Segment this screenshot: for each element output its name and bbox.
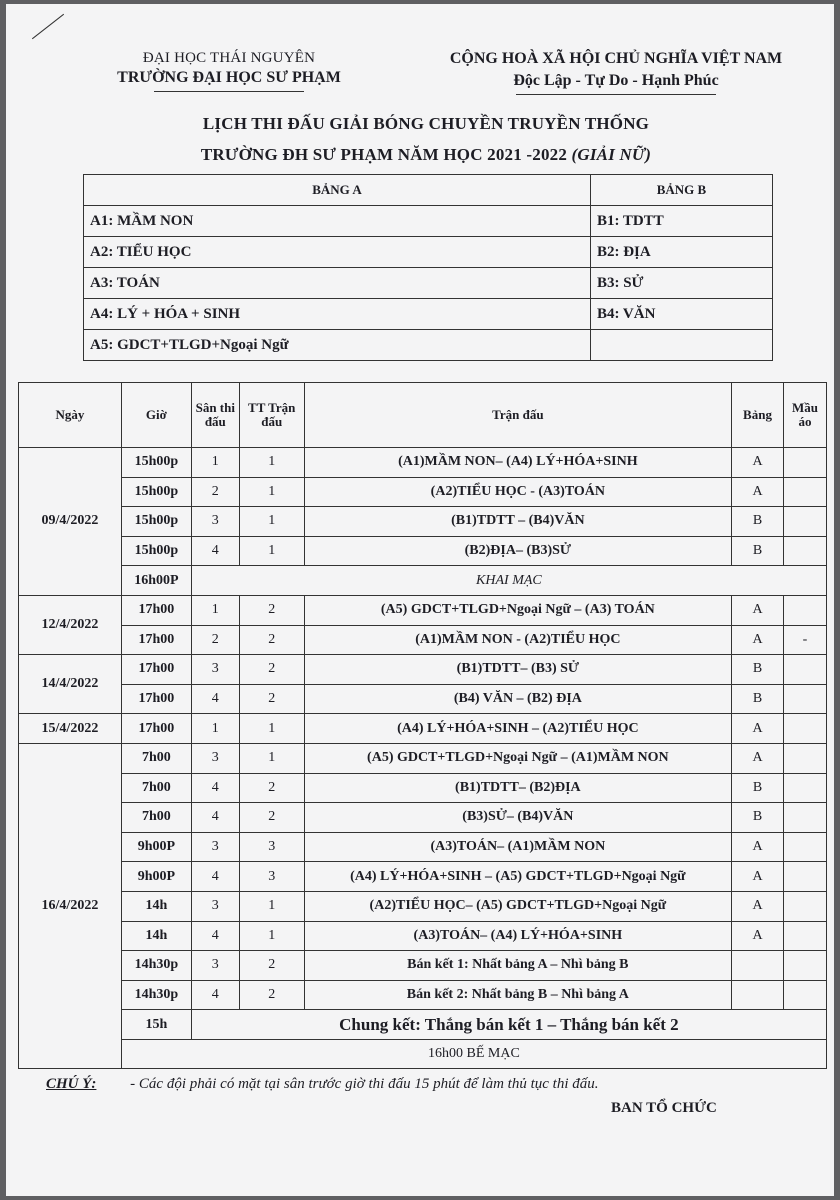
color-cell bbox=[783, 477, 826, 507]
group-a-team: A5: GDCT+TLGD+Ngoại Ngữ bbox=[84, 330, 591, 361]
order-cell: 2 bbox=[239, 773, 304, 803]
order-cell: 2 bbox=[239, 684, 304, 714]
table-row bbox=[19, 832, 827, 862]
time-cell: 15h00p bbox=[121, 507, 191, 537]
university-name: ĐẠI HỌC THÁI NGUYÊN bbox=[142, 50, 316, 66]
time-cell: 17h00 bbox=[121, 595, 191, 625]
group-cell: A bbox=[732, 595, 784, 625]
court-cell: 4 bbox=[191, 803, 239, 833]
match-cell: (A2)TIỂU HỌC– (A5) GDCT+TLGD+Ngoại Ngữ bbox=[304, 891, 731, 921]
note bbox=[46, 1076, 599, 1093]
table-row bbox=[19, 773, 827, 803]
time-cell: 7h00 bbox=[121, 803, 191, 833]
group-row bbox=[84, 206, 773, 237]
group-row bbox=[84, 268, 773, 299]
table-row bbox=[19, 625, 827, 655]
match-cell: (B2)ĐỊA– (B3)SỬ bbox=[304, 536, 731, 566]
color-cell bbox=[783, 921, 826, 951]
group-b-team: B2: ĐỊA bbox=[590, 237, 772, 268]
court-cell: 3 bbox=[191, 832, 239, 862]
table-row bbox=[19, 477, 827, 507]
national-header bbox=[411, 50, 821, 95]
time-cell: 17h00 bbox=[121, 625, 191, 655]
court-cell: 3 bbox=[191, 507, 239, 537]
table-row bbox=[19, 951, 827, 981]
table-row bbox=[19, 684, 827, 714]
school-name: TRƯỜNG ĐẠI HỌC SƯ PHẠM bbox=[117, 69, 341, 86]
court-cell: 3 bbox=[191, 891, 239, 921]
col-shirt-color: Mầu áo bbox=[783, 383, 826, 448]
order-cell: 1 bbox=[239, 477, 304, 507]
country-name: CỘNG HOÀ XÃ HỘI CHỦ NGHĨA VIỆT NAM bbox=[449, 50, 783, 67]
group-b-team: B4: VĂN bbox=[590, 299, 772, 330]
table-row bbox=[19, 1010, 827, 1040]
group-a-header: BẢNG A bbox=[84, 175, 591, 206]
time-cell: 17h00 bbox=[121, 655, 191, 685]
color-cell bbox=[783, 536, 826, 566]
note-label: CHÚ Ý: bbox=[46, 1076, 97, 1092]
col-date: Ngày bbox=[19, 383, 122, 448]
order-cell: 2 bbox=[239, 655, 304, 685]
opening-ceremony-cell: KHAI MẠC bbox=[191, 566, 826, 596]
order-cell: 2 bbox=[239, 980, 304, 1010]
color-cell bbox=[783, 803, 826, 833]
group-cell: B bbox=[732, 655, 784, 685]
order-cell: 3 bbox=[239, 832, 304, 862]
table-row bbox=[19, 891, 827, 921]
time-cell: 17h00 bbox=[121, 714, 191, 744]
match-cell: (B4) VĂN – (B2) ĐỊA bbox=[304, 684, 731, 714]
group-a-team: A1: MẦM NON bbox=[84, 206, 591, 237]
group-a-team: A3: TOÁN bbox=[84, 268, 591, 299]
col-time: Giờ bbox=[121, 383, 191, 448]
subtitle-text: TRƯỜNG ĐH SƯ PHẠM NĂM HỌC 2021 -2022 bbox=[200, 145, 568, 164]
match-cell: Bán kết 2: Nhất bảng B – Nhì bảng A bbox=[304, 980, 731, 1010]
match-cell: (A4) LÝ+HÓA+SINH – (A5) GDCT+TLGD+Ngoại Ngữ bbox=[304, 862, 731, 892]
group-cell: B bbox=[732, 684, 784, 714]
order-cell: 1 bbox=[239, 891, 304, 921]
header-underline bbox=[154, 91, 304, 92]
final-match-cell: Chung kết: Thắng bán kết 1 – Thắng bán kết 2 bbox=[191, 1010, 826, 1040]
match-cell: (B1)TDTT – (B4)VĂN bbox=[304, 507, 731, 537]
time-cell: 17h00 bbox=[121, 684, 191, 714]
order-cell: 2 bbox=[239, 951, 304, 981]
subtitle-category: (GIẢI NỮ) bbox=[571, 145, 652, 164]
match-cell: (A3)TOÁN– (A4) LÝ+HÓA+SINH bbox=[304, 921, 731, 951]
group-cell: A bbox=[732, 891, 784, 921]
schedule-table bbox=[18, 382, 827, 1069]
color-cell bbox=[783, 773, 826, 803]
color-cell bbox=[783, 655, 826, 685]
match-cell: (B1)TDTT– (B2)ĐỊA bbox=[304, 773, 731, 803]
date-cell: 15/4/2022 bbox=[19, 714, 122, 744]
color-cell bbox=[783, 951, 826, 981]
date-cell: 14/4/2022 bbox=[19, 655, 122, 714]
court-cell: 2 bbox=[191, 477, 239, 507]
court-cell: 2 bbox=[191, 625, 239, 655]
page-fold-mark bbox=[32, 14, 64, 39]
match-cell: (B3)SỬ– (B4)VĂN bbox=[304, 803, 731, 833]
groups-table bbox=[83, 174, 773, 361]
court-cell: 4 bbox=[191, 921, 239, 951]
match-cell: (A5) GDCT+TLGD+Ngoại Ngữ – (A1)MẦM NON bbox=[304, 743, 731, 773]
time-cell: 14h30p bbox=[121, 980, 191, 1010]
color-cell bbox=[783, 595, 826, 625]
group-b-team bbox=[590, 330, 772, 361]
match-cell: (A4) LÝ+HÓA+SINH – (A2)TIỂU HỌC bbox=[304, 714, 731, 744]
time-cell: 15h bbox=[121, 1010, 191, 1040]
time-cell: 15h00p bbox=[121, 536, 191, 566]
col-court: Sân thi đấu bbox=[191, 383, 239, 448]
table-row bbox=[19, 1039, 827, 1069]
document-subtitle bbox=[106, 145, 746, 165]
group-cell: A bbox=[732, 743, 784, 773]
order-cell: 3 bbox=[239, 862, 304, 892]
color-cell bbox=[783, 507, 826, 537]
table-row bbox=[19, 803, 827, 833]
group-cell: B bbox=[732, 773, 784, 803]
table-row bbox=[19, 507, 827, 537]
group-b-header: BẢNG B bbox=[590, 175, 772, 206]
group-cell: A bbox=[732, 448, 784, 478]
time-cell: 14h bbox=[121, 891, 191, 921]
document-title: LỊCH THI ĐẤU GIẢI BÓNG CHUYỀN TRUYỀN THỐNG bbox=[202, 114, 650, 133]
color-cell bbox=[783, 743, 826, 773]
col-order: TT Trận đấu bbox=[239, 383, 304, 448]
order-cell: 2 bbox=[239, 803, 304, 833]
match-cell: (A3)TOÁN– (A1)MẦM NON bbox=[304, 832, 731, 862]
group-row bbox=[84, 330, 773, 361]
order-cell: 1 bbox=[239, 921, 304, 951]
color-cell bbox=[783, 891, 826, 921]
court-cell: 1 bbox=[191, 595, 239, 625]
time-cell: 14h bbox=[121, 921, 191, 951]
national-motto: Độc Lập - Tự Do - Hạnh Phúc bbox=[513, 72, 719, 89]
table-row bbox=[19, 921, 827, 951]
order-cell: 1 bbox=[239, 743, 304, 773]
closing-ceremony-cell: 16h00 BẾ MẠC bbox=[121, 1039, 826, 1069]
court-cell: 1 bbox=[191, 714, 239, 744]
order-cell: 1 bbox=[239, 507, 304, 537]
court-cell: 4 bbox=[191, 536, 239, 566]
order-cell: 1 bbox=[239, 714, 304, 744]
match-cell: (A5) GDCT+TLGD+Ngoại Ngữ – (A3) TOÁN bbox=[304, 595, 731, 625]
group-cell: A bbox=[732, 921, 784, 951]
court-cell: 4 bbox=[191, 684, 239, 714]
time-cell: 15h00p bbox=[121, 477, 191, 507]
match-cell: (A2)TIỂU HỌC - (A3)TOÁN bbox=[304, 477, 731, 507]
group-cell: B bbox=[732, 536, 784, 566]
time-cell: 7h00 bbox=[121, 773, 191, 803]
group-b-team: B3: SỬ bbox=[590, 268, 772, 299]
group-a-team: A2: TIỂU HỌC bbox=[84, 237, 591, 268]
match-cell: Bán kết 1: Nhất bảng A – Nhì bảng B bbox=[304, 951, 731, 981]
table-row bbox=[19, 566, 827, 596]
date-cell: 09/4/2022 bbox=[19, 448, 122, 596]
col-match: Trận đấu bbox=[304, 383, 731, 448]
organizer-signature: BAN TỔ CHỨC bbox=[611, 1100, 717, 1116]
time-cell: 9h00P bbox=[121, 862, 191, 892]
time-cell: 14h30p bbox=[121, 951, 191, 981]
group-cell: A bbox=[732, 862, 784, 892]
match-cell: (A1)MẦM NON– (A4) LÝ+HÓA+SINH bbox=[304, 448, 731, 478]
note-text: - Các đội phải có mặt tại sân trước giờ thi đấu 15 phút để làm thủ tục thi đấu. bbox=[130, 1076, 599, 1092]
group-cell: B bbox=[732, 803, 784, 833]
group-cell: A bbox=[732, 714, 784, 744]
color-cell bbox=[783, 714, 826, 744]
group-row bbox=[84, 299, 773, 330]
group-cell bbox=[732, 951, 784, 981]
court-cell: 3 bbox=[191, 655, 239, 685]
court-cell: 4 bbox=[191, 862, 239, 892]
date-cell: 12/4/2022 bbox=[19, 595, 122, 654]
group-row bbox=[84, 237, 773, 268]
order-cell: 2 bbox=[239, 625, 304, 655]
table-row bbox=[19, 536, 827, 566]
col-group: Bảng bbox=[732, 383, 784, 448]
group-cell: A bbox=[732, 625, 784, 655]
table-row bbox=[19, 862, 827, 892]
time-cell: 16h00P bbox=[121, 566, 191, 596]
table-row bbox=[19, 714, 827, 744]
match-cell: (A1)MẦM NON - (A2)TIỂU HỌC bbox=[304, 625, 731, 655]
table-row bbox=[19, 448, 827, 478]
group-b-team: B1: TDTT bbox=[590, 206, 772, 237]
document-page bbox=[6, 4, 834, 1196]
court-cell: 4 bbox=[191, 773, 239, 803]
color-cell bbox=[783, 980, 826, 1010]
date-cell: 16/4/2022 bbox=[19, 743, 122, 1069]
color-cell: - bbox=[783, 625, 826, 655]
color-cell bbox=[783, 448, 826, 478]
group-cell: A bbox=[732, 477, 784, 507]
table-row bbox=[19, 980, 827, 1010]
table-row bbox=[19, 743, 827, 773]
order-cell: 1 bbox=[239, 536, 304, 566]
order-cell: 1 bbox=[239, 448, 304, 478]
group-cell bbox=[732, 980, 784, 1010]
time-cell: 7h00 bbox=[121, 743, 191, 773]
institution-header bbox=[104, 50, 354, 92]
court-cell: 3 bbox=[191, 951, 239, 981]
group-cell: A bbox=[732, 832, 784, 862]
order-cell: 2 bbox=[239, 595, 304, 625]
color-cell bbox=[783, 862, 826, 892]
court-cell: 4 bbox=[191, 980, 239, 1010]
court-cell: 3 bbox=[191, 743, 239, 773]
match-cell: (B1)TDTT– (B3) SỬ bbox=[304, 655, 731, 685]
court-cell: 1 bbox=[191, 448, 239, 478]
color-cell bbox=[783, 684, 826, 714]
color-cell bbox=[783, 832, 826, 862]
motto-underline bbox=[516, 94, 716, 95]
time-cell: 15h00p bbox=[121, 448, 191, 478]
table-row bbox=[19, 655, 827, 685]
group-a-team: A4: LÝ + HÓA + SINH bbox=[84, 299, 591, 330]
table-row bbox=[19, 595, 827, 625]
time-cell: 9h00P bbox=[121, 832, 191, 862]
group-cell: B bbox=[732, 507, 784, 537]
